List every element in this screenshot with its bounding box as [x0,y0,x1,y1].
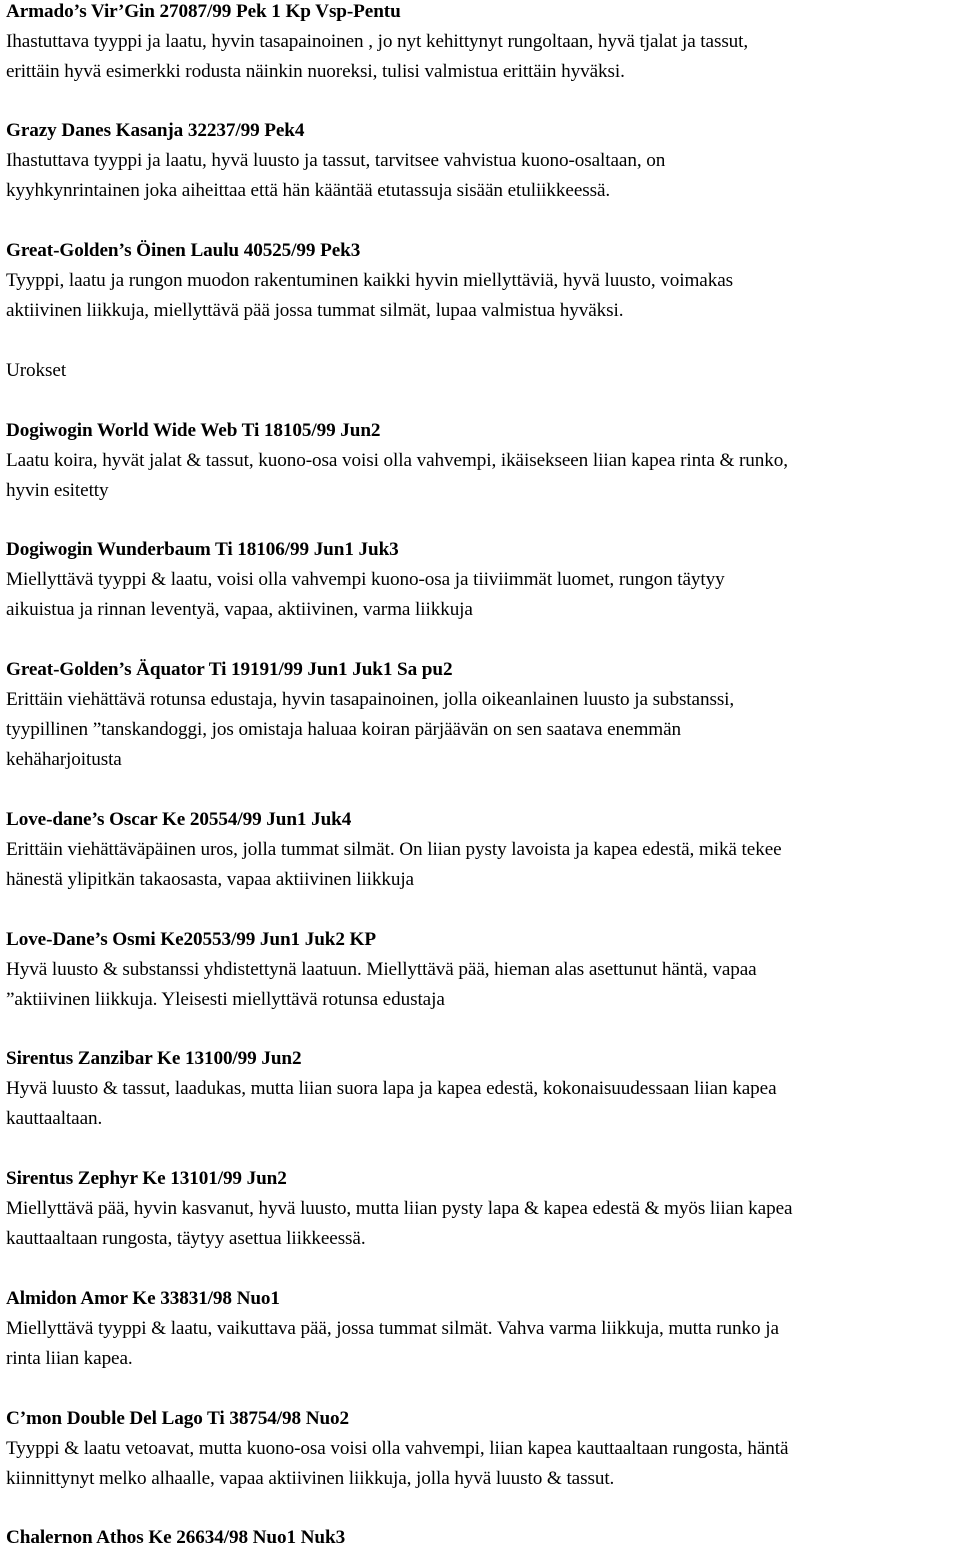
entry-text-line: Tyyppi, laatu ja rungon muodon rakentuminen kaikki hyvin miellyttäviä, hyvä luusto, voimakas [6,270,733,291]
entry-text-line: Hyvä luusto & substanssi yhdistettynä laatuun. Miellyttävä pää, hieman alas asettunut häntä, vapaa [6,959,757,980]
entry-title: Sirentus Zephyr Ke 13101/99 Jun2 [6,1168,287,1189]
entry-title: Armado’s Vir’Gin 27087/99 Pek 1 Kp Vsp-Pentu [6,1,401,22]
entry-text-line: Ihastuttava tyyppi ja laatu, hyvä luusto ja tassut, tarvitsee vahvistua kuono-osaltaan, on [6,150,666,171]
entry-title: Dogiwogin Wunderbaum Ti 18106/99 Jun1 Juk3 [6,539,399,560]
entry-text-line: Ihastuttava tyyppi ja laatu, hyvin tasapainoinen , jo nyt kehittynyt rungoltaan, hyvä tjalat ja tassut, [6,31,749,52]
entry-text-line: erittäin hyvä esimerkki rodusta näinkin nuoreksi, tulisi valmistua erittäin hyväksi. [6,61,625,82]
entry-title: C’mon Double Del Lago Ti 38754/98 Nuo2 [6,1408,350,1429]
entry-text-line: Erittäin viehättävä rotunsa edustaja, hyvin tasapainoinen, jolla oikeanlainen luusto ja substanssi, [6,689,735,710]
entry-title: Sirentus Zanzibar Ke 13100/99 Jun2 [6,1048,302,1069]
entry-text-line: kauttaaltaan rungosta, täytyy asettua liikkeessä. [6,1228,366,1249]
entry-text-line: rinta liian kapea. [6,1348,133,1369]
entry-title: Chalernon Athos Ke 26634/98 Nuo1 Nuk3 [6,1527,346,1548]
entry-title: Love-Dane’s Osmi Ke20553/99 Jun1 Juk2 KP [6,929,376,950]
entry-text-line: Erittäin viehättäväpäinen uros, jolla tummat silmät. On liian pysty lavoista ja kapea edestä, mikä tekee [6,839,782,860]
entry-text-line: kyyhkynrintainen joka aiheittaa että hän kääntää etutassuja sisään etuliikkeessä. [6,180,611,201]
section-heading: Urokset [6,360,67,381]
entry-text-line: Miellyttävä pää, hyvin kasvanut, hyvä luusto, mutta liian pysty lapa & kapea edestä & myös liian kapea [6,1198,793,1219]
entry-text-line: kiinnittynyt melko alhaalle, vapaa aktiivinen liikkuja, jolla hyvä luusto & tassut. [6,1468,615,1489]
entry-text-line: aktiivinen liikkuja, miellyttävä pää jossa tummat silmät, lupaa valmistua hyväksi. [6,300,624,321]
entry-text-line: Tyyppi & laatu vetoavat, mutta kuono-osa voisi olla vahvempi, liian kapea kauttaaltaan rungosta, häntä [6,1438,789,1459]
entry-title: Almidon Amor Ke 33831/98 Nuo1 [6,1288,280,1309]
entry-title: Dogiwogin World Wide Web Ti 18105/99 Jun2 [6,420,381,441]
entry-title: Grazy Danes Kasanja 32237/99 Pek4 [6,120,305,141]
entry-text-line: kauttaaltaan. [6,1108,103,1129]
entry-text-line: aikuistua ja rinnan leventyä, vapaa, aktiivinen, varma liikkuja [6,599,473,620]
entry-text-line: Miellyttävä tyyppi & laatu, voisi olla vahvempi kuono-osa ja tiiviimmät luomet, rungon täytyy [6,569,725,590]
entry-title: Love-dane’s Oscar Ke 20554/99 Jun1 Juk4 [6,809,352,830]
entry-text-line: hänestä ylipitkän takaosasta, vapaa aktiivinen liikkuja [6,869,414,890]
entry-text-line: hyvin esitetty [6,480,109,501]
entry-text-line: ”aktiivinen liikkuja. Yleisesti miellyttävä rotunsa edustaja [6,989,445,1010]
entry-title: Great-Golden’s Öinen Laulu 40525/99 Pek3 [6,240,361,261]
entry-text-line: Hyvä luusto & tassut, laadukas, mutta liian suora lapa ja kapea edestä, kokonaisuudessaan liian kapea [6,1078,777,1099]
entry-text-line: tyypillinen ”tanskandoggi, jos omistaja haluaa koiran pärjäävän on sen saatava enemmän [6,719,682,740]
entry-text-line: Laatu koira, hyvät jalat & tassut, kuono-osa voisi olla vahvempi, ikäisekseen liian kapea rinta & runko, [6,450,788,471]
entry-text-line: Miellyttävä tyyppi & laatu, vaikuttava pää, jossa tummat silmät. Vahva varma liikkuja, mutta runko ja [6,1318,779,1339]
entry-title: Great-Golden’s Äquator Ti 19191/99 Jun1 Juk1 Sa pu2 [6,659,453,680]
entry-text-line: kehäharjoitusta [6,749,122,770]
